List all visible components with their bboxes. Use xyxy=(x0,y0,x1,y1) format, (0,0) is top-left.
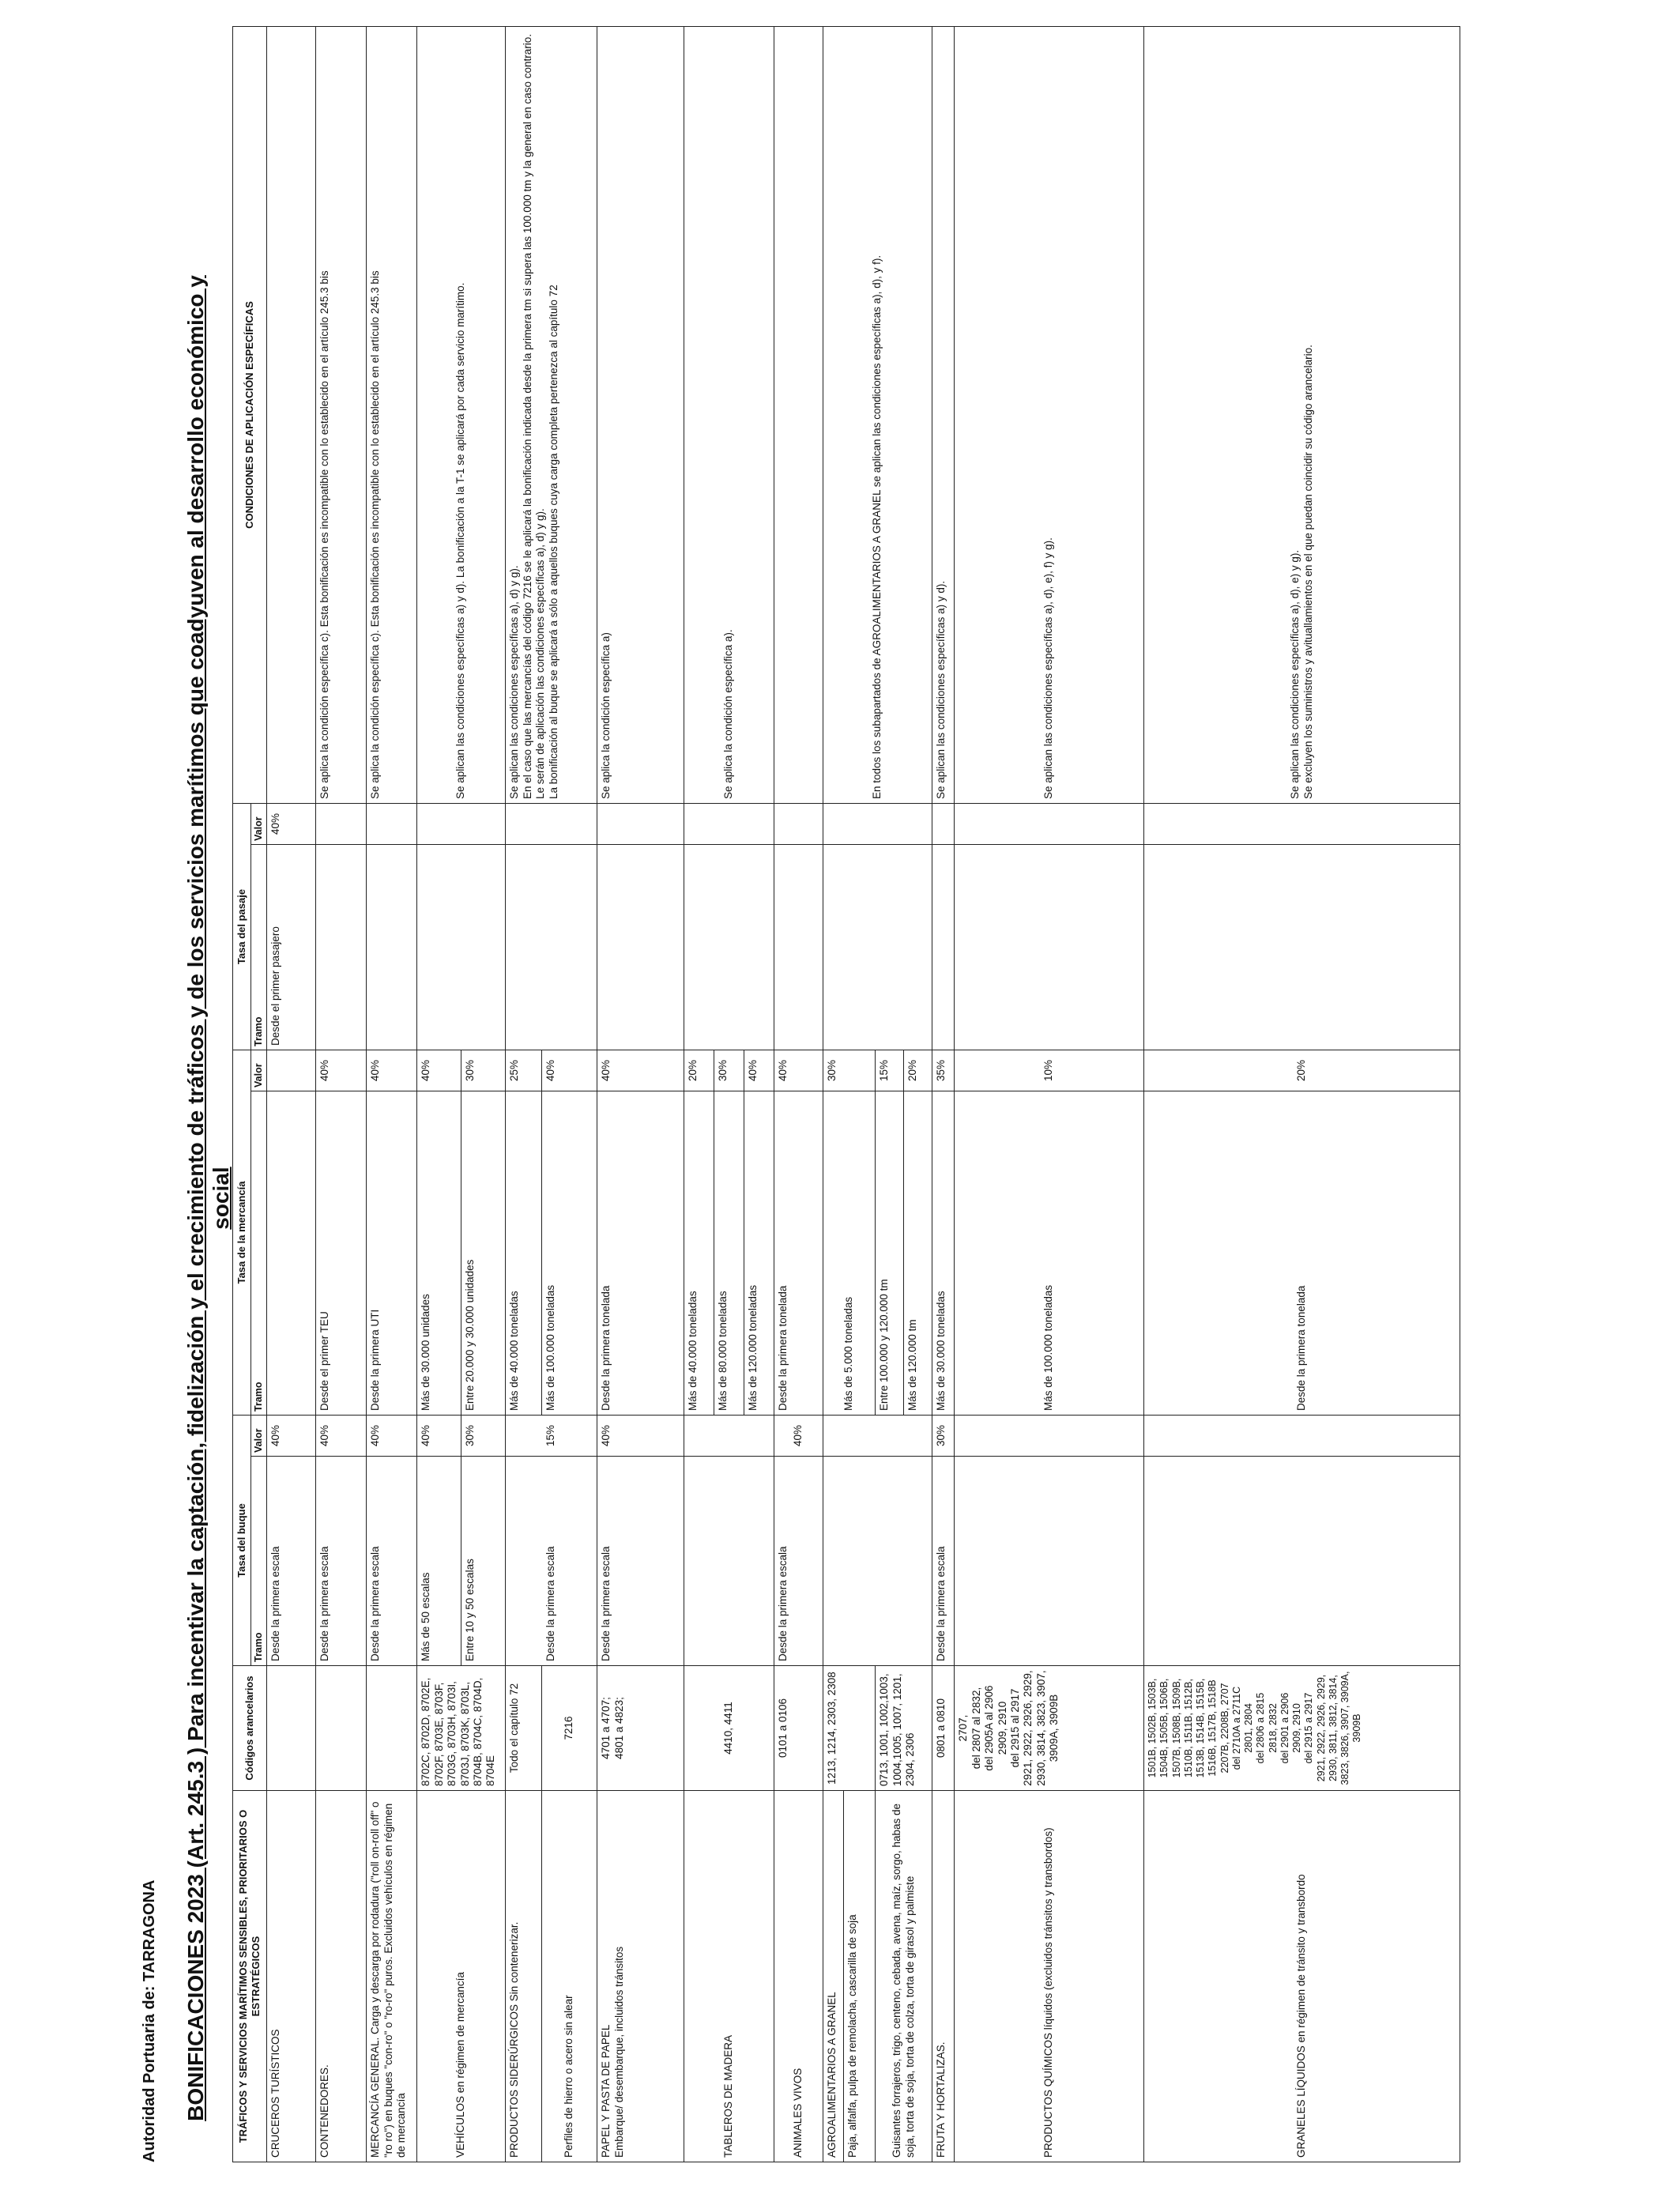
codes-cell: 2707, del 2807 al 2832, del 2905A al 2906 2909, 2910 del 2915 al 2917 2921, 2922, 2926, 2929, 2930, 3814, 3823, 3907, 3909A, 3909B xyxy=(955,1666,1144,1791)
codes-cell: 1501B, 1502B, 1503B, 1504B, 1505B, 1506B, 1507B, 1508B, 1509B, 1510B, 1511B, 1512B, 1513B, 1514B, 1515B, 1516B, 1517B, 1518B 2207B, 2208B, 2707 del 2710A a 2711C 2801, 2804 del 2806 a 2815 2818, 2832 del 2901 a 2906 2909, 2910 del 2915 a 2917 2921, 2922, 2926, 2929, 2930, 3811, 3812, 3814, 3823, 3826, 3907, 3909A, 3909B xyxy=(1144,1666,1460,1791)
merc-tramo-cell: Entre 100.000 y 120.000 tm xyxy=(876,1091,904,1415)
merc-tramo-cell: Desde la primera UTI xyxy=(367,1091,417,1415)
merc-tramo-cell: Más de 40.000 toneladas xyxy=(506,1091,542,1415)
pasaje-tramo-cell xyxy=(774,844,823,1050)
codes-cell xyxy=(267,1666,316,1791)
buque-tramo-cell: Entre 10 y 50 escalas xyxy=(461,1457,506,1666)
buque-tramo-cell: Más de 50 escalas xyxy=(417,1457,461,1666)
table-row xyxy=(506,26,542,2162)
merc-tramo-cell: Más de 30.000 toneladas xyxy=(932,1091,955,1415)
conditions-cell xyxy=(774,26,823,803)
header-row xyxy=(233,26,251,2162)
traffic-cell: PRODUCTOS SIDERÚRGICOS Sin contenerizar. xyxy=(506,1791,542,2162)
pasaje-tramo-cell xyxy=(823,844,932,1050)
port-authority-label: Autoridad Portuaria de: TARRAGONA xyxy=(141,1879,158,2162)
merc-valor-cell: 40% xyxy=(367,1050,417,1091)
merc-valor-cell: 40% xyxy=(417,1050,461,1091)
merc-valor-cell: 40% xyxy=(744,1050,774,1091)
codes-cell: 0101 a 0106 xyxy=(774,1666,823,1791)
buque-valor-cell: 30% xyxy=(461,1415,506,1456)
pasaje-valor-cell xyxy=(597,803,684,844)
buque-valor-cell: 40% xyxy=(367,1415,417,1456)
buque-valor-cell: 40% xyxy=(316,1415,367,1456)
merc-valor-cell: 30% xyxy=(823,1050,876,1091)
pasaje-valor-cell xyxy=(823,803,932,844)
buque-valor-cell: 30% xyxy=(932,1415,955,1456)
pasaje-tramo-cell xyxy=(597,844,684,1050)
pasaje-tramo-cell xyxy=(955,844,1144,1050)
pasaje-tramo-cell xyxy=(1144,844,1460,1050)
subheader-valor: Valor xyxy=(250,803,266,844)
buque-tramo-cell: Desde la primera escala xyxy=(267,1457,316,1666)
codes-cell: Todo el capítulo 72 xyxy=(506,1666,542,1791)
traffic-cell: Guisantes forrajeros, trigo, centeno, cebada, avena, maíz, sorgo, habas de soja, torta de soja, torta de colza, torta de girasol y palmiste xyxy=(876,1791,932,2162)
conditions-cell xyxy=(267,26,316,803)
traffic-cell: AGROALIMENTARIOS A GRANEL xyxy=(823,1791,844,2162)
subheader-valor: Valor xyxy=(250,1415,266,1456)
buque-tramo-cell xyxy=(823,1457,932,1666)
merc-valor-cell: 35% xyxy=(932,1050,955,1091)
traffic-cell: TABLEROS DE MADERA xyxy=(684,1791,774,2162)
codes-cell xyxy=(316,1666,367,1791)
conditions-cell: Se aplican las condiciones específicas a) y d). La bonificación a la T-1 se aplicará por cada servicio marítimo. xyxy=(417,26,506,803)
conditions-cell: Se aplican las condiciones específicas a), d) y g). En el caso que las mercancías del código 7216 se le aplicará la bonificación indicada desde la primera tm si supera las 100.000 tm y la general en caso contrario. Le serán de aplicación las condiciones específicas a), d) y g). La bonificación al buque se aplicará a sólo a aquellos buques cuya carga completa pertenezca al capítulo 72 xyxy=(506,26,597,803)
bonus-table xyxy=(232,26,1460,2162)
merc-tramo-cell: Más de 120.000 toneladas xyxy=(744,1091,774,1415)
merc-valor-cell: 40% xyxy=(316,1050,367,1091)
merc-tramo-cell: Desde el primer TEU xyxy=(316,1091,367,1415)
merc-valor-cell: 30% xyxy=(714,1050,744,1091)
conditions-cell: Se aplica la condición específica c). Esta bonificación es incompatible con lo establecido en el artículo 245.3 bis xyxy=(367,26,417,803)
pasaje-valor-cell xyxy=(506,803,597,844)
pasaje-tramo-cell xyxy=(417,844,506,1050)
merc-tramo-cell: Más de 100.000 toneladas xyxy=(542,1091,597,1415)
header-pasaje: Tasa del pasaje xyxy=(233,803,251,1050)
traffic-cell: PRODUCTOS QUÍMICOS líquidos (excluidos tránsitos y transbordos) xyxy=(955,1791,1144,2162)
buque-tramo-cell: Desde la primera escala xyxy=(367,1457,417,1666)
merc-valor-cell: 30% xyxy=(461,1050,506,1091)
table-row xyxy=(267,26,316,2162)
buque-valor-cell xyxy=(823,1415,932,1456)
traffic-cell: GRANELES LÍQUIDOS en régimen de tránsito y transbordo xyxy=(1144,1791,1460,2162)
buque-tramo-cell: Desde la primera escala xyxy=(506,1457,597,1666)
buque-valor-cell: 40% xyxy=(267,1415,316,1456)
table-row xyxy=(1144,26,1460,2162)
codes-cell: 0713, 1001, 1002,1003, 1004,1005, 1007, 1201, 2304, 2306 xyxy=(876,1666,932,1791)
pasaje-valor-cell xyxy=(367,803,417,844)
traffic-cell: PAPEL Y PASTA DE PAPEL Embarque/ desembarque, incluidos tránsitos xyxy=(597,1791,684,2162)
merc-tramo-cell: Más de 40.000 toneladas xyxy=(684,1091,714,1415)
merc-valor-cell: 10% xyxy=(955,1050,1144,1091)
codes-cell: 7216 xyxy=(542,1666,597,1791)
merc-tramo-cell: Más de 100.000 toneladas xyxy=(955,1091,1144,1415)
codes-cell: 8702C, 8702D, 8702E, 8702F, 8703E, 8703F, 8703G, 8703H, 8703I, 8703J, 8703K, 8703L, 8704B, 8704C, 8704D, 8704E xyxy=(417,1666,506,1791)
merc-tramo-cell: Más de 30.000 unidades xyxy=(417,1091,461,1415)
traffic-cell: CRUCEROS TURÍSTICOS xyxy=(267,1791,316,2162)
merc-tramo-cell: Desde la primera tonelada xyxy=(597,1091,684,1415)
codes-cell: 1213, 1214, 2303, 2308 xyxy=(823,1666,876,1791)
codes-cell: 4701 a 4707; 4801 a 4823; xyxy=(597,1666,684,1791)
merc-tramo-cell: Desde la primera tonelada xyxy=(1144,1091,1460,1415)
traffic-cell: CONTENEDORES. xyxy=(316,1791,367,2162)
buque-tramo-cell: Desde la primera escala xyxy=(316,1457,367,1666)
document-title: BONIFICACIONES 2023 (Art. 245.3 ) Para incentivar la captación, fidelización y el crecimiento de tráficos y de los servicios marítimos que coadyuven al desarrollo económico y social xyxy=(183,275,233,2121)
conditions-cell: Se aplican las condiciones específicas a) y d). xyxy=(932,26,955,803)
pasaje-tramo-cell: Desde el primer pasajero xyxy=(267,844,316,1050)
buque-valor-cell: 40% xyxy=(774,1415,823,1456)
table-row xyxy=(932,26,955,2162)
buque-tramo-cell: Desde la primera escala xyxy=(932,1457,955,1666)
conditions-cell: Se aplica la condición específica a). xyxy=(684,26,774,803)
pasaje-tramo-cell xyxy=(684,844,774,1050)
merc-valor-cell: 20% xyxy=(904,1050,932,1091)
pasaje-tramo-cell xyxy=(932,844,955,1050)
table-row xyxy=(823,26,844,2162)
pasaje-valor-cell xyxy=(1144,803,1460,844)
buque-tramo-cell xyxy=(1144,1457,1460,1666)
merc-tramo-cell: Entre 20.000 y 30.000 unidades xyxy=(461,1091,506,1415)
merc-valor-cell: 25% xyxy=(506,1050,542,1091)
merc-tramo-cell: Más de 5.000 toneladas xyxy=(823,1091,876,1415)
merc-tramo-cell xyxy=(267,1091,316,1415)
pasaje-valor-cell xyxy=(417,803,506,844)
merc-tramo-cell: Más de 120.000 tm xyxy=(904,1091,932,1415)
pasaje-valor-cell xyxy=(684,803,774,844)
buque-tramo-cell xyxy=(955,1457,1144,1666)
header-traffic: TRÁFICOS Y SERVICIOS MARÍTIMOS SENSIBLES, PRIORITARIOS O ESTRATÉGICOS xyxy=(233,1791,267,2162)
merc-valor-cell: 40% xyxy=(542,1050,597,1091)
table-row xyxy=(367,26,417,2162)
conditions-cell: Se aplican las condiciones específicas a), d), e), f) y g). xyxy=(955,26,1144,803)
header-codes: Códigos arancelarios xyxy=(233,1666,267,1791)
merc-valor-cell: 20% xyxy=(1144,1050,1460,1091)
buque-tramo-cell xyxy=(684,1457,774,1666)
buque-tramo-cell: Desde la primera escala xyxy=(774,1457,823,1666)
codes-cell xyxy=(367,1666,417,1791)
conditions-cell: Se aplican las condiciones específicas a), d), e) y g). Se excluyen los suministros y avituallamientos en el que puedan coincidir su código arancelario. xyxy=(1144,26,1460,803)
merc-tramo-cell: Desde la primera tonelada xyxy=(774,1091,823,1415)
traffic-cell: MERCANCÍA GENERAL. Carga y descarga por rodadura ("roll on-roll off" o "ro ro") en buques "con-ro" o "ro-ro" puros. Excluidos vehículos en régimen de mercancía xyxy=(367,1791,417,2162)
traffic-cell: Perfiles de hierro o acero sin alear xyxy=(542,1791,597,2162)
buque-valor-cell: 40% xyxy=(597,1415,684,1456)
pasaje-valor-cell xyxy=(316,803,367,844)
table-row xyxy=(316,26,367,2162)
table-row xyxy=(597,26,684,2162)
buque-valor-cell xyxy=(1144,1415,1460,1456)
merc-valor-cell xyxy=(267,1050,316,1091)
buque-tramo-cell: Desde la primera escala xyxy=(597,1457,684,1666)
merc-valor-cell: 20% xyxy=(684,1050,714,1091)
subheader-tramo: Tramo xyxy=(250,844,266,1050)
merc-valor-cell: 40% xyxy=(774,1050,823,1091)
table-row xyxy=(684,26,714,2162)
codes-cell: 4410, 4411 xyxy=(684,1666,774,1791)
pasaje-valor-cell: 40% xyxy=(267,803,316,844)
traffic-cell: Paja, alfalfa, pulpa de remolacha, cascarilla de soja xyxy=(844,1791,876,2162)
header-mercancia: Tasa de la mercancía xyxy=(233,1050,251,1415)
pasaje-valor-cell xyxy=(774,803,823,844)
table-row xyxy=(774,26,823,2162)
merc-valor-cell: 40% xyxy=(597,1050,684,1091)
subheader-valor: Valor xyxy=(250,1050,266,1091)
header-buque: Tasa del buque xyxy=(233,1415,251,1665)
traffic-cell: FRUTA Y HORTALIZAS. xyxy=(932,1791,955,2162)
buque-valor-cell: 40% xyxy=(417,1415,461,1456)
buque-valor-cell xyxy=(684,1415,774,1456)
pasaje-tramo-cell xyxy=(316,844,367,1050)
merc-tramo-cell: Más de 80.000 toneladas xyxy=(714,1091,744,1415)
buque-valor-cell xyxy=(955,1415,1144,1456)
table-row xyxy=(417,26,461,2162)
codes-cell: 0801 a 0810 xyxy=(932,1666,955,1791)
pasaje-tramo-cell xyxy=(367,844,417,1050)
traffic-cell: ANIMALES VIVOS xyxy=(774,1791,823,2162)
subheader-tramo: Tramo xyxy=(250,1457,266,1666)
traffic-cell: VEHÍCULOS en régimen de mercancía xyxy=(417,1791,506,2162)
header-conditions: CONDICIONES DE APLICACIÓN ESPECÍFICAS xyxy=(233,26,267,803)
conditions-cell: Se aplica la condición específica c). Esta bonificación es incompatible con lo establecido en el artículo 245.3 bis xyxy=(316,26,367,803)
conditions-cell: Se aplica la condición específica a) xyxy=(597,26,684,803)
conditions-cell: En todos los subapartados de AGROALIMENTARIOS A GRANEL se aplican las condiciones específicas a), d), y f). xyxy=(823,26,932,803)
pasaje-valor-cell xyxy=(932,803,955,844)
table-row xyxy=(955,26,1144,2162)
buque-valor-cell: 15% xyxy=(506,1415,597,1456)
pasaje-tramo-cell xyxy=(506,844,597,1050)
merc-valor-cell: 15% xyxy=(876,1050,904,1091)
subheader-tramo: Tramo xyxy=(250,1091,266,1415)
pasaje-valor-cell xyxy=(955,803,1144,844)
